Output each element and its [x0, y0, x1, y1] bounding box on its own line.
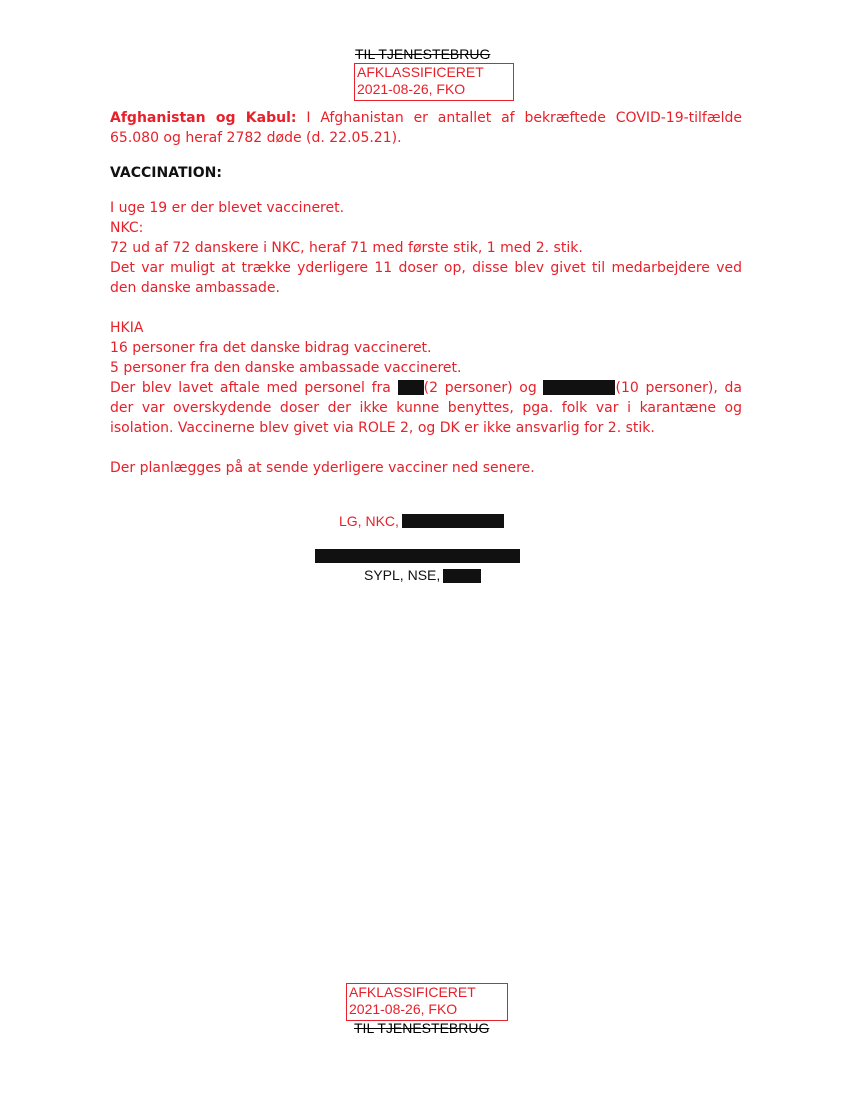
hkia-label: HKIA: [110, 320, 144, 336]
stamp-date: 2021-08-26, FKO: [357, 81, 466, 97]
intro-text: I Afghanistan er antallet af bekræftede COVID-19-tilfælde 65.080 og heraf 2782 døde (d. 22.05.21).: [110, 110, 742, 146]
hkia-contribution-line: 16 personer fra det danske bidrag vaccineret.: [110, 340, 432, 356]
vaccination-heading: VACCINATION:: [110, 165, 222, 181]
original-classification-marking: TIL TJENESTEBRUG: [355, 46, 491, 62]
hkia-agreement-paragraph: Der blev lavet aftale med personel fra (2 personer) og (10 personer), da der var overskydende doser der ikke kunne benyttes, pga. folk var i karantæne og isolation. Vaccinerne blev givet via ROLE 2, og DK er ikke ansvarlig for 2. stik.: [110, 380, 742, 436]
stamp-date: 2021-08-26, FKO: [349, 1001, 458, 1017]
signature-line-sypl: SYPL, NSE,: [364, 566, 481, 584]
intro-paragraph: [110, 108, 742, 148]
nkc-week-line: I uge 19 er der blevet vaccineret.: [110, 200, 345, 216]
footer-classification: [346, 983, 508, 1037]
redaction-box: [398, 380, 424, 395]
redaction-box: [402, 514, 504, 528]
redaction-box: [443, 569, 481, 583]
signature-line-lg: LG, NKC,: [339, 512, 504, 530]
header-classification: [354, 46, 514, 101]
intro-lead: Afghanistan og Kabul:: [110, 110, 297, 126]
nkc-label: NKC:: [110, 220, 144, 236]
hkia-section: [110, 318, 742, 438]
plan-paragraph: Der planlægges på at sende yderligere vacciner ned senere.: [110, 460, 535, 476]
redaction-box: [543, 380, 615, 395]
stamp-status: AFKLASSIFICERET: [349, 984, 476, 1000]
nkc-count-line: 72 ud af 72 danskere i NKC, heraf 71 med første stik, 1 med 2. stik.: [110, 240, 583, 256]
redaction-box: [315, 549, 520, 563]
original-classification-marking: TIL TJENESTEBRUG: [354, 1020, 490, 1036]
nkc-extra-doses-line: Det var muligt at trække yderligere 11 doser op, disse blev givet til medarbejdere ved den danske ambassade.: [110, 260, 742, 296]
declassification-stamp: [354, 63, 514, 101]
hkia-embassy-line: 5 personer fra den danske ambassade vaccineret.: [110, 360, 462, 376]
nkc-section: [110, 198, 742, 298]
stamp-status: AFKLASSIFICERET: [357, 64, 484, 80]
declassification-stamp: [346, 983, 508, 1021]
